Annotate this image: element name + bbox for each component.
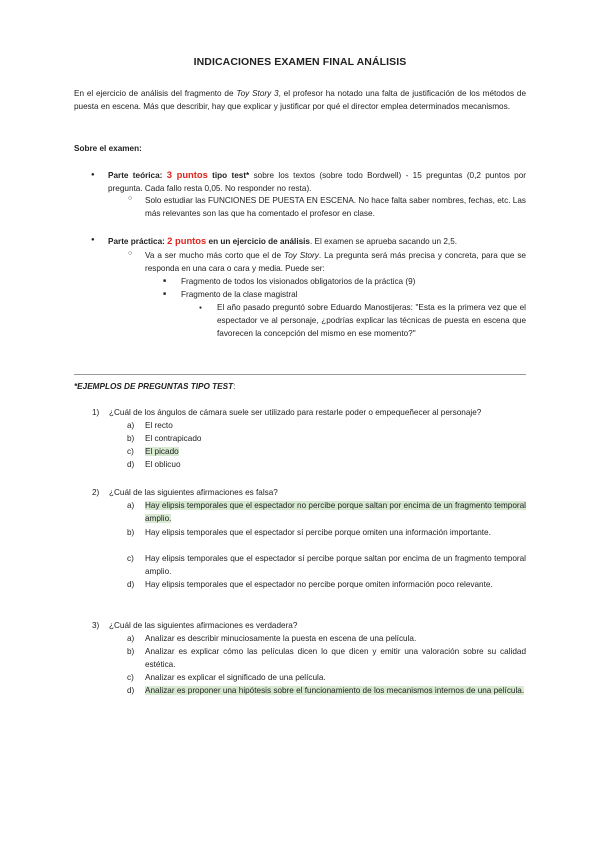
practica-line <box>108 234 457 248</box>
option-text: El contrapicado <box>145 434 202 443</box>
question-number: 2) <box>92 488 100 497</box>
practica-quote: El año pasado preguntó sobre Eduardo Manostijeras: "Esta es la primera vez que el espectador ve al personaje, ¿podrías explicar las técnicas de puesta en escena que favorecen la concepción del mismo en ese momento?" <box>217 303 526 339</box>
option-letter: c) <box>127 554 134 563</box>
bullet-square: ■ <box>163 291 167 297</box>
teorica-rest: sobre los textos (sobre todo Bordwell) - 15 preguntas (0,2 puntos por pregunta. Cada fallo resta 0,05. No responder no resta). <box>108 171 526 194</box>
practica-sub-text-1: Va a ser mucho más corto que el de <box>145 251 284 260</box>
option-text: El oblicuo <box>145 460 181 469</box>
option-letter: a) <box>127 501 135 510</box>
bullet-filled: ● <box>91 172 95 178</box>
option-text: Hay elipsis temporales que el espectador no percibe porque omiten información poco relevante. <box>145 580 493 589</box>
page-title: INDICACIONES EXAMEN FINAL ANÁLISIS <box>193 56 407 68</box>
practica-film-title: Toy Story <box>283 251 319 260</box>
intro-film-title: Toy Story 3 <box>236 89 279 98</box>
option-letter: b) <box>127 434 135 443</box>
teorica-sub: Solo estudiar las FUNCIONES DE PUESTA EN ESCENA. No hace falta saber nombres, fechas, etc. Las más relevantes son las que ha comentado el profesor en clase. <box>145 196 526 219</box>
option-text: Analizar es describir minuciosamente la puesta en escena de una película. <box>145 634 417 643</box>
teorica-label: Parte teórica: <box>108 171 167 180</box>
option-letter: a) <box>127 421 135 430</box>
practica-rest: . El examen se aprueba sacando un 2,5. <box>310 237 458 246</box>
bullet-circle: ○ <box>128 195 133 202</box>
teorica-label2: tipo test* <box>207 171 250 180</box>
option-letter: a) <box>127 634 135 643</box>
highlighted-answer: Hay elipsis temporales que el espectador no percibe porque saltan por encima de un fragmento temporal amplio. <box>145 501 526 524</box>
option-letter: c) <box>127 447 134 456</box>
option-letter: c) <box>127 673 134 682</box>
question-number: 1) <box>92 408 100 417</box>
option-letter: b) <box>127 528 135 537</box>
option-text-correct <box>145 684 526 697</box>
highlighted-answer: Analizar es proponer una hipótesis sobre el funcionamiento de los mecanismos internos de una película. <box>145 686 525 695</box>
option-text-correct <box>145 499 526 525</box>
intro-text-1: En el ejercicio de análisis del fragmento de <box>74 89 237 98</box>
option-letter: d) <box>127 580 135 589</box>
option-text: Hay elipsis temporales que el espectador sí percibe porque saltan por encima de un fragmento temporal amplio. <box>145 554 526 577</box>
option-text: Hay elipsis temporales que el espectador sí percibe porque omiten una información importante. <box>145 528 491 537</box>
teorica-points: 3 puntos <box>166 169 208 180</box>
examples-heading-text: *EJEMPLOS DE PREGUNTAS TIPO TEST <box>74 382 234 391</box>
question-text: ¿Cuál de las siguientes afirmaciones es falsa? <box>109 488 278 497</box>
examples-heading <box>74 380 235 393</box>
intro-text-2: , el profesor ha notado una falta de justificación de los métodos de puesta en escena. Más que describir, hay que explicar y justificar por qué el director emplea determinados mecanismos. <box>74 89 526 112</box>
option-text: Analizar es explicar cómo las películas dicen lo que dicen y emitir una valoración sobre su calidad estética. <box>145 647 526 670</box>
practica-sub <box>145 249 526 275</box>
practica-item: Fragmento de la clase magistral <box>181 290 298 299</box>
practica-label2: en un ejercicio de análisis <box>206 237 310 246</box>
practica-points: 2 puntos <box>167 235 207 246</box>
option-letter: d) <box>127 686 135 695</box>
option-letter: b) <box>127 647 135 656</box>
bullet-dot: ● <box>199 305 203 311</box>
bullet-square: ■ <box>163 278 167 284</box>
section-divider <box>74 374 526 375</box>
examples-heading-colon: : <box>233 382 236 391</box>
bullet-circle: ○ <box>128 250 133 257</box>
highlighted-answer: El picado <box>145 447 179 456</box>
teorica-paragraph <box>108 168 526 195</box>
bullet-filled: ● <box>91 237 95 243</box>
option-text: Analizar es explicar el significado de una película. <box>145 673 326 682</box>
practica-label: Parte práctica: <box>108 237 168 246</box>
option-text: El recto <box>145 421 173 430</box>
question-text: ¿Cuál de las siguientes afirmaciones es verdadera? <box>109 621 298 630</box>
sobre-heading: Sobre el examen: <box>74 144 142 153</box>
option-letter: d) <box>127 460 135 469</box>
practica-sub-text-2: . La pregunta será más precisa y concreta, para que se responda en una cara o cara y media. Puede ser: <box>145 251 526 274</box>
practica-item: Fragmento de todos los visionados obligatorios de la práctica (9) <box>181 277 416 286</box>
intro-paragraph <box>74 87 526 113</box>
question-text: ¿Cuál de los ángulos de cámara suele ser utilizado para restarle poder o empequeñecer al personaje? <box>109 408 482 417</box>
question-number: 3) <box>92 621 100 630</box>
option-text-correct <box>145 445 179 458</box>
